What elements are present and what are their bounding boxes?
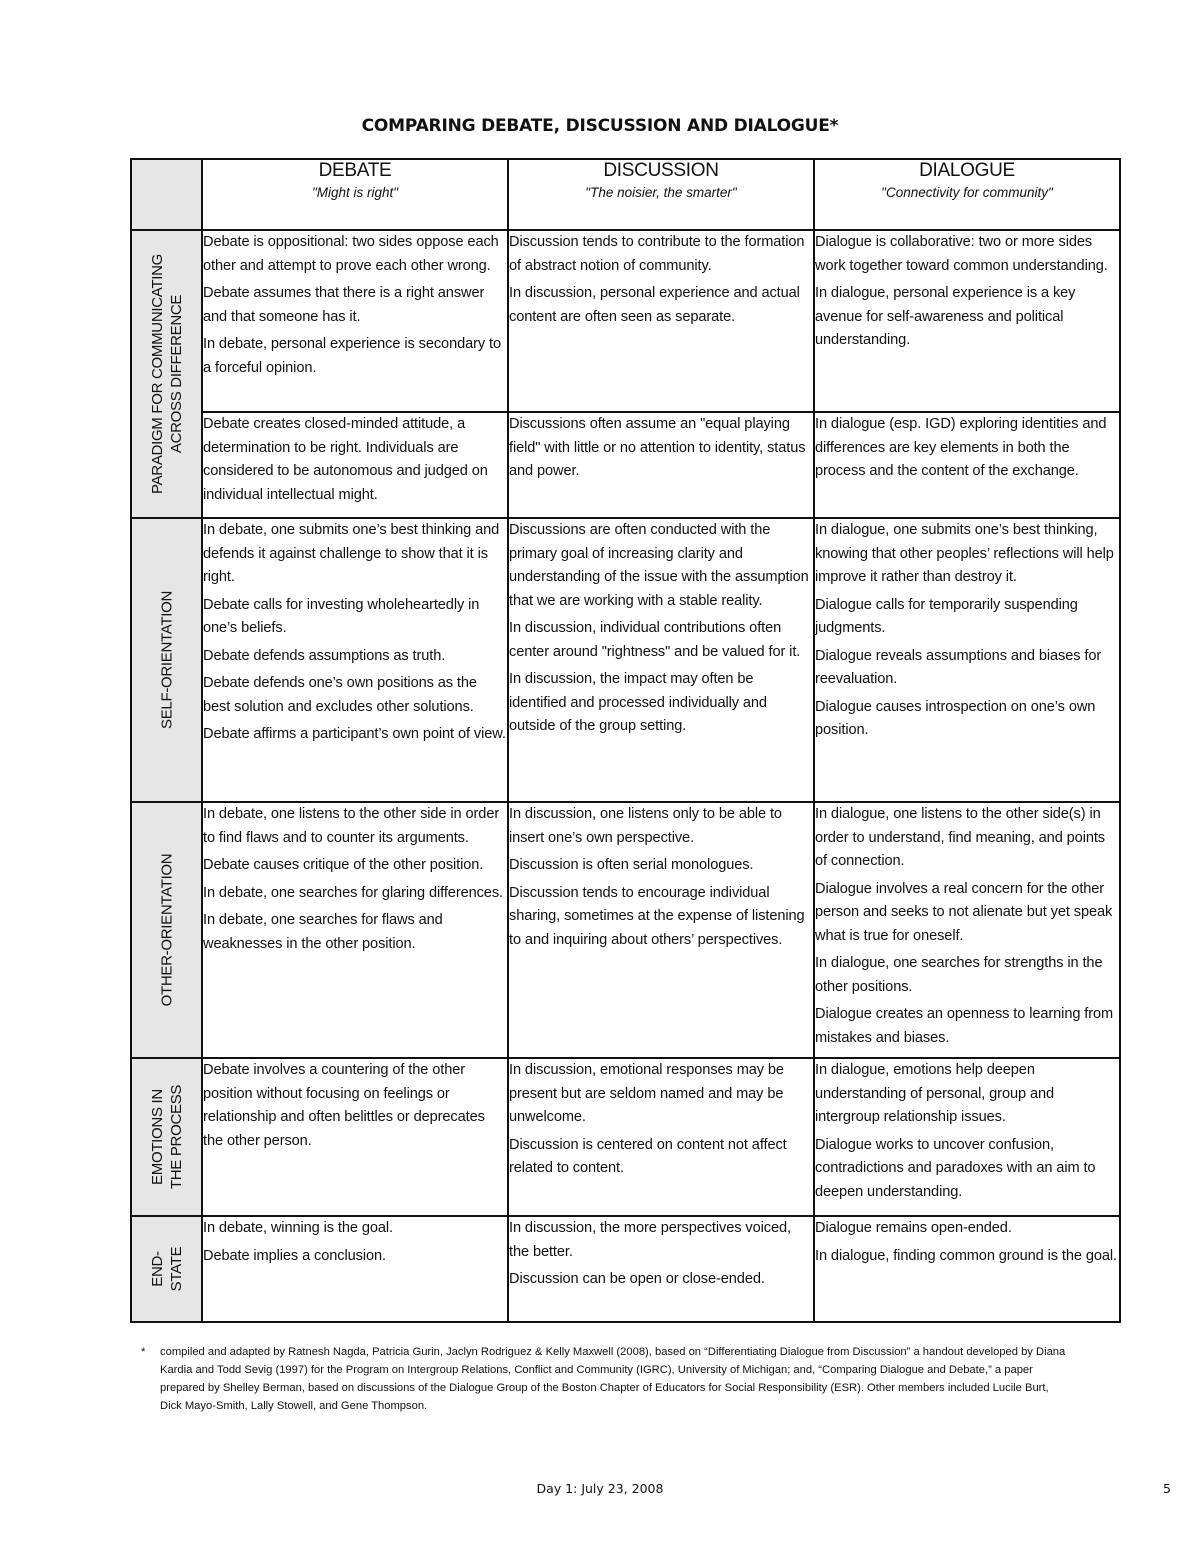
cell-paragraph: Discussions are often conducted with the primary goal of increasing clarity and understanding of the issue with the assumption that we are working with a stable reality.	[509, 522, 809, 609]
cell-paragraph: In dialogue, one listens to the other side(s) in order to understand, find meaning, and points of connection.	[815, 806, 1106, 869]
cell-paragraph: In discussion, the more perspectives voiced, the better.	[509, 1220, 791, 1260]
cell-paragraph: In debate, personal experience is secondary to a forceful opinion.	[203, 336, 502, 376]
cell-paragraph: In dialogue, personal experience is a key avenue for self-awareness and political understanding.	[815, 285, 1076, 348]
cell-paradigm-discussion	[508, 230, 814, 412]
cell-paradigm2-dialogue	[814, 412, 1120, 518]
cell-paragraph: Debate causes critique of the other position.	[203, 857, 484, 873]
cell-emotions-debate	[202, 1058, 508, 1216]
cell-paragraph: Debate is oppositional: two sides oppose each other and attempt to prove each other wrong.	[203, 234, 499, 274]
cell-emotions-dialogue	[814, 1058, 1120, 1216]
row-label-paradigm	[131, 230, 202, 518]
cell-paragraph: In dialogue, emotions help deepen understanding of personal, group and intergroup relationship issues.	[815, 1062, 1055, 1125]
cell-other-dialogue	[814, 802, 1120, 1058]
cell-paragraph: Dialogue is collaborative: two or more sides work together toward common understanding.	[815, 234, 1108, 274]
header-row	[131, 159, 1120, 230]
cell-self-debate	[202, 518, 508, 802]
cell-paragraph: In dialogue, one submits one’s best thinking, knowing that other peoples’ reflections will help improve it rather than destroy it.	[815, 522, 1114, 585]
cell-paragraph: Debate defends assumptions as truth.	[203, 647, 446, 664]
cell-paragraph: Dialogue involves a real concern for the other person and seeks to not alienate but yet speak what is true for oneself.	[815, 880, 1113, 944]
column-header-debate	[202, 159, 508, 230]
cell-paragraph: In dialogue, finding common ground is the goal.	[815, 1247, 1117, 1264]
table-row-end-state	[131, 1216, 1120, 1322]
cell-paragraph: Discussion is often serial monologues.	[509, 857, 754, 873]
cell-paragraph: Discussion tends to contribute to the formation of abstract notion of community.	[509, 234, 805, 274]
cell-paradigm-debate	[202, 230, 508, 412]
row-label-line: END-	[148, 1251, 166, 1287]
cell-paragraph: In discussion, individual contributions often center around "rightness" and be valued for it.	[509, 620, 801, 660]
corner-cell	[131, 159, 202, 230]
cell-end-discussion	[508, 1216, 814, 1322]
cell-paragraph: In debate, one searches for flaws and weaknesses in the other position.	[203, 912, 443, 952]
table-row-emotions	[131, 1058, 1120, 1216]
cell-paragraph: In debate, one listens to the other side in order to find flaws and to counter its arguments.	[203, 806, 500, 846]
cell-paragraph: Debate assumes that there is a right answer and that someone has it.	[203, 285, 485, 325]
comparison-table	[130, 158, 1121, 1323]
row-label-other-orientation	[131, 802, 202, 1058]
table-row-other-orientation	[131, 802, 1120, 1058]
cell-paragraph: Debate implies a conclusion.	[203, 1247, 386, 1264]
footnote-marker: *	[141, 1346, 146, 1358]
cell-paragraph: Discussion can be open or close-ended.	[509, 1271, 765, 1287]
cell-end-debate	[202, 1216, 508, 1322]
column-motto: "The noisier, the smarter"	[585, 185, 737, 200]
cell-end-dialogue	[814, 1216, 1120, 1322]
cell-paragraph: Dialogue remains open-ended.	[815, 1220, 1012, 1236]
row-label-line: STATE	[167, 1246, 185, 1292]
table-row-paradigm	[131, 230, 1120, 412]
cell-paragraph: Dialogue creates an openness to learning from mistakes and biases.	[815, 1006, 1114, 1046]
column-name: DEBATE	[318, 160, 392, 181]
cell-paragraph: Dialogue works to uncover confusion, contradictions and paradoxes with an aim to deepen understanding.	[815, 1136, 1096, 1200]
cell-paragraph: Debate creates closed-minded attitude, a determination to be right. Individuals are considered to be autonomous and judged on individual intellectual might.	[203, 416, 488, 503]
page-number: 5	[1163, 1481, 1171, 1496]
cell-paragraph: In discussion, one listens only to be able to insert one’s own perspective.	[509, 806, 782, 846]
cell-paragraph: Dialogue causes introspection on one’s own position.	[815, 698, 1096, 738]
cell-paragraph: In debate, winning is the goal.	[203, 1220, 393, 1236]
cell-paragraph: Discussion tends to encourage individual sharing, sometimes at the expense of listening to and inquiring about others’ perspectives.	[509, 884, 805, 948]
table-row-paradigm-2	[131, 412, 1120, 518]
cell-paragraph: In dialogue (esp. IGD) exploring identities and differences are key elements in both the process and the content of the exchange.	[815, 416, 1107, 479]
page-title: COMPARING DEBATE, DISCUSSION AND DIALOGUE*	[361, 116, 839, 136]
cell-paragraph: Discussions often assume an "equal playing field" with little or no attention to identity, status and power.	[509, 416, 806, 479]
cell-paragraph: Dialogue calls for temporarily suspending judgments.	[815, 596, 1078, 636]
column-name: DIALOGUE	[919, 160, 1015, 181]
cell-self-dialogue	[814, 518, 1120, 802]
row-label-line: ACROSS DIFFERENCE	[167, 294, 185, 454]
cell-paragraph: Discussion is centered on content not affect related to content.	[509, 1136, 787, 1176]
cell-other-debate	[202, 802, 508, 1058]
cell-paragraph: Debate affirms a participant’s own point of view.	[203, 726, 506, 742]
column-name: DISCUSSION	[603, 160, 719, 181]
footnote	[141, 1343, 1071, 1415]
row-label-line: PARADIGM FOR COMMUNICATING	[148, 254, 166, 494]
cell-emotions-discussion	[508, 1058, 814, 1216]
footer-date: Day 1: July 23, 2008	[536, 1481, 664, 1496]
footnote-text: compiled and adapted by Ratnesh Nagda, Patricia Gurin, Jaclyn Rodriguez & Kelly Maxwell (2008), based on “Differentiating Dialogue from Discussion” a handout developed by Diana Kardia and Todd Sevig (1997) for the Program on Intergroup Relations, Conflict and Community (IGRC), University of Michigan; and, “Comparing Dialogue and Debate,” a paper prepared by Shelley Berman, based on discussions of the Dialogue Group of the Boston Chapter of Educators for Social Responsibility (ESR). Other members included Lucile Burt, Dick Mayo-Smith, Lally Stowell, and Gene Thompson.	[160, 1346, 1066, 1412]
cell-paragraph: In discussion, emotional responses may be present but are seldom named and may be unwelcome.	[509, 1062, 784, 1125]
row-label-self-orientation	[131, 518, 202, 802]
cell-other-discussion	[508, 802, 814, 1058]
row-label-end-state	[131, 1216, 202, 1322]
cell-paragraph: In discussion, the impact may often be identified and processed individually and outside of the group setting.	[509, 671, 767, 734]
row-label-emotions	[131, 1058, 202, 1216]
cell-paragraph: In debate, one submits one’s best thinking and defends it against challenge to show that it is right.	[203, 522, 500, 585]
cell-paragraph: In discussion, personal experience and actual content are often seen as separate.	[509, 285, 800, 325]
column-header-discussion	[508, 159, 814, 230]
column-motto: "Might is right"	[311, 185, 399, 200]
row-label-line: OTHER-ORIENTATION	[158, 853, 175, 1007]
cell-paragraph: In dialogue, one searches for strengths in the other positions.	[815, 955, 1103, 995]
cell-paragraph: Dialogue reveals assumptions and biases for reevaluation.	[815, 647, 1102, 687]
table-row-self-orientation	[131, 518, 1120, 802]
cell-paragraph: Debate involves a countering of the other position without focusing on feelings or relationship and often belittles or deprecates the other person.	[203, 1062, 485, 1149]
cell-paradigm-dialogue	[814, 230, 1120, 412]
cell-self-discussion	[508, 518, 814, 802]
column-motto: "Connectivity for community"	[881, 185, 1053, 200]
cell-paragraph: In debate, one searches for glaring differences.	[203, 884, 503, 901]
row-label-line: EMOTIONS IN	[148, 1089, 166, 1185]
cell-paragraph: Debate defends one’s own positions as the best solution and excludes other solutions.	[203, 675, 477, 715]
column-header-dialogue	[814, 159, 1120, 230]
cell-paragraph: Debate calls for investing wholeheartedly in one’s beliefs.	[203, 596, 480, 636]
cell-paradigm2-discussion	[508, 412, 814, 518]
cell-paradigm2-debate	[202, 412, 508, 518]
row-label-line: THE PROCESS	[167, 1084, 185, 1190]
row-label-line: SELF-ORIENTATION	[158, 591, 175, 729]
